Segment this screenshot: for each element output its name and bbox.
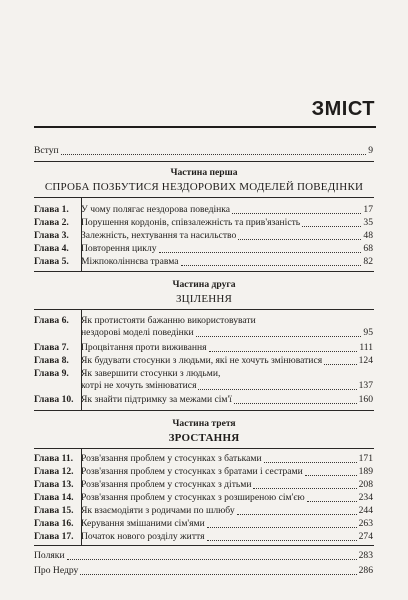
chapter-number: Глава 12. [34,466,74,477]
page-number: 244 [358,505,373,516]
leader-dots [324,363,356,365]
page-number: 286 [358,565,373,576]
chapter-number: Глава 1. [34,204,69,215]
toc-entry-notes[interactable] [34,550,373,562]
separator [34,161,374,162]
page-number: 189 [358,466,373,477]
chapter-number: Глава 15. [34,505,74,516]
entry-title: Розв'язання проблем у стосунках з братами і сестрами [81,466,303,477]
page-number: 17 [363,204,373,215]
page-number: 48 [363,230,373,241]
toc-entry-chapter-1[interactable] [34,204,373,216]
entry-title: Залежність, нехтування та насильство [81,230,237,241]
entry-title: Про Недру [34,565,79,576]
chapter-number: Глава 9. [34,368,69,379]
toc-entry-chapter-3[interactable] [34,230,373,242]
leader-dots [307,500,357,502]
leader-dots [67,558,357,560]
separator [34,309,374,310]
page-number: 124 [358,355,373,366]
leader-dots [198,388,356,390]
page-number: 82 [363,256,373,267]
leader-dots [61,153,367,155]
leader-dots [234,402,357,404]
page-number: 9 [368,145,373,156]
toc-entry-chapter-10[interactable] [34,394,373,406]
title-rule [34,126,376,128]
leader-dots [159,251,362,253]
entry-title: Як будувати стосунки з людьми, які не хочуть змінюватися [81,355,323,366]
toc-entry-chapter-6-cont[interactable] [81,327,373,339]
toc-entry-chapter-9[interactable] [34,368,373,380]
entry-title: Розв'язання проблем у стосунках з батьками [81,453,262,464]
toc-entry-chapter-4[interactable] [34,243,373,255]
entry-title: Порушення кордонів, співзалежність та прив'язаність [81,217,301,228]
leader-dots [196,335,362,337]
chapter-number: Глава 16. [34,518,74,529]
entry-title: Процвітання проти виживання [81,342,207,353]
entry-title: Керування змішаними сім'ями [81,518,205,529]
chapter-number: Глава 11. [34,453,74,464]
page-number: 160 [358,394,373,405]
chapter-number: Глава 17. [34,531,74,542]
page-number: 68 [363,243,373,254]
toc-entry-chapter-15[interactable] [34,505,373,517]
leader-dots [232,212,361,214]
toc-entry-chapter-12[interactable] [34,466,373,478]
separator [34,271,374,272]
page-number: 208 [358,479,373,490]
chapter-number: Глава 14. [34,492,74,503]
leader-dots [207,526,357,528]
entry-title: Як знайти підтримку за межами сім'ї [81,394,232,405]
toc-entry-chapter-11[interactable] [34,453,373,465]
toc-entry-chapter-7[interactable] [34,342,373,354]
entry-title: Розв'язання проблем у стосунках з розширеною сім'єю [81,492,305,503]
leader-dots [207,539,357,541]
leader-dots [181,264,362,266]
entry-title: Як взаємодіяти з родичами по шлюбу [81,505,235,516]
toc-entry-intro[interactable] [34,145,373,157]
part-title: ЗЦІЛЕННЯ [175,293,233,305]
entry-title: Розв'язання проблем у стосунках з дітьми [81,479,252,490]
toc-entry-chapter-2[interactable] [34,217,373,229]
toc-entry-chapter-13[interactable] [34,479,373,491]
entry-title: Як протистояти бажанню використовувати [81,315,256,326]
entry-title: Початок нового розділу життя [81,531,205,542]
entry-title: Міжпоколіннєва травма [81,256,179,267]
separator [34,545,374,546]
leader-dots [302,225,361,227]
chapter-number: Глава 2. [34,217,69,228]
part-title: СПРОБА ПОЗБУТИСЯ НЕЗДОРОВИХ МОДЕЛЕЙ ПОВЕДІНКИ [44,181,364,193]
chapter-number: Глава 13. [34,479,74,490]
entry-title: Вступ [34,145,59,156]
entry-title-continued: котрі не хочуть змінюватися [81,380,197,391]
chapter-number: Глава 7. [34,342,69,353]
entry-title: Як завершити стосунки з людьми, [81,368,221,379]
toc-entry-chapter-16[interactable] [34,518,373,530]
page-number: 234 [358,492,373,503]
chapter-number: Глава 4. [34,243,69,254]
toc-entry-chapter-9-cont[interactable] [81,380,373,392]
entry-title: Поляки [34,550,65,561]
part-label: Частина друга [172,279,236,290]
page-number: 95 [363,327,373,338]
page-title: ЗМІСТ [311,98,375,120]
leader-dots [264,461,357,463]
toc-entry-about[interactable] [34,565,373,577]
page-number: 171 [358,453,373,464]
entry-title-continued: нездорові моделі поведінки [81,327,194,338]
entry-title: Повторення циклу [81,243,157,254]
part-title: ЗРОСТАННЯ [168,432,240,444]
leader-dots [238,238,361,240]
page-number: 111 [359,342,373,353]
entry-title: У чому полягає нездорова поведінка [81,204,231,215]
leader-dots [237,513,357,515]
page-number: 274 [358,531,373,542]
toc-entry-chapter-17[interactable] [34,531,373,543]
separator [34,448,374,449]
page-number: 263 [358,518,373,529]
page-number: 35 [363,217,373,228]
page-number: 137 [358,380,373,391]
toc-entry-chapter-5[interactable] [34,256,373,268]
toc-entry-chapter-8[interactable] [34,355,373,367]
leader-dots [80,573,356,575]
chapter-number: Глава 10. [34,394,74,405]
chapter-number: Глава 5. [34,256,69,267]
separator [34,197,374,198]
part-label: Частина третя [172,418,236,429]
leader-dots [305,474,357,476]
chapter-number: Глава 3. [34,230,69,241]
page-number: 283 [358,550,373,561]
part-label: Частина перша [170,167,238,178]
leader-dots [253,487,356,489]
separator [34,410,374,411]
chapter-number: Глава 8. [34,355,69,366]
chapter-number: Глава 6. [34,315,69,326]
toc-entry-chapter-6[interactable] [34,315,373,327]
toc-entry-chapter-14[interactable] [34,492,373,504]
leader-dots [209,350,358,352]
